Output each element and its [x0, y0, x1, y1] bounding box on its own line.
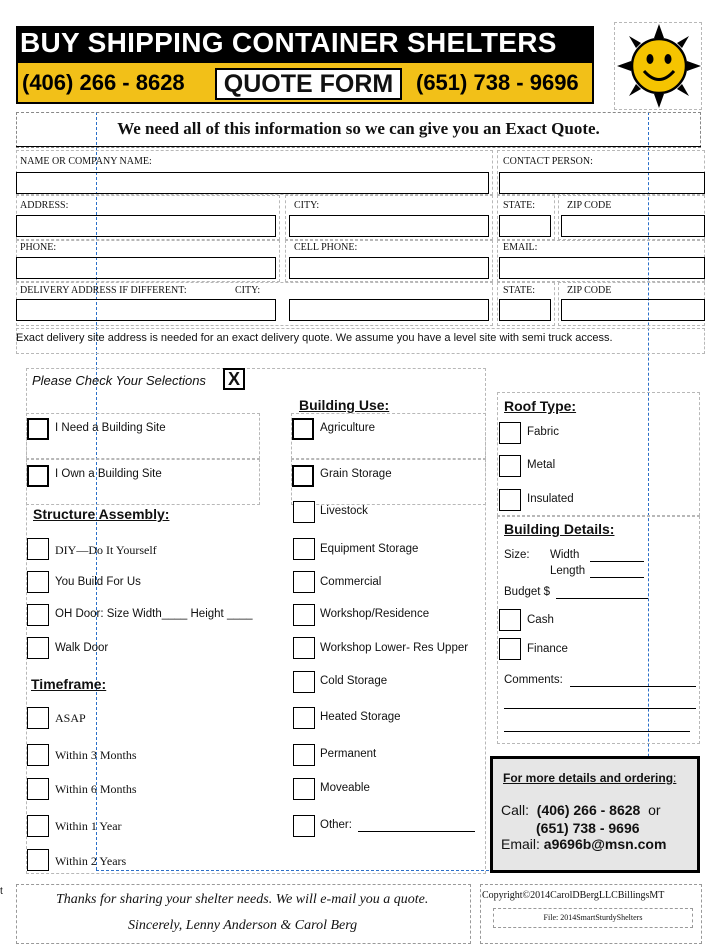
city-field[interactable] — [289, 215, 489, 237]
comments-line[interactable] — [504, 731, 690, 732]
building-use-heading: Building Use: — [299, 397, 390, 413]
commercial-checkbox[interactable] — [293, 571, 315, 593]
need-site-label: I Need a Building Site — [55, 422, 166, 434]
delivery-address-field[interactable] — [16, 299, 276, 321]
moveable-label: Moveable — [320, 782, 370, 794]
heated-storage-checkbox[interactable] — [293, 707, 315, 729]
livestock-checkbox[interactable] — [293, 501, 315, 523]
heated-storage-label: Heated Storage — [320, 711, 401, 723]
call-line-2: (651) 738 - 9696 — [536, 820, 640, 836]
livestock-label: Livestock — [320, 505, 368, 517]
walk-door-checkbox[interactable] — [27, 637, 49, 659]
structure-assembly-heading: Structure Assembly: — [33, 506, 170, 522]
fabric-label: Fabric — [527, 426, 559, 438]
margin-mark: t — [0, 886, 3, 897]
workshop-residence-label: Workshop/Residence — [320, 608, 430, 620]
call-line: Call: (406) 266 - 8628 or — [501, 802, 661, 818]
within-2-years-label: Within 2 Years — [55, 854, 127, 868]
grain-storage-label: Grain Storage — [320, 468, 392, 480]
name-field[interactable] — [16, 172, 489, 194]
permanent-label: Permanent — [320, 748, 377, 760]
agriculture-checkbox[interactable] — [292, 418, 314, 440]
cell-frame — [26, 459, 260, 505]
grain-storage-checkbox[interactable] — [292, 465, 314, 487]
width-input-line[interactable] — [590, 561, 644, 562]
metal-label: Metal — [527, 459, 556, 471]
contact-person-field[interactable] — [499, 172, 705, 194]
signature-line: Sincerely, Lenny Anderson & Carol Berg — [128, 918, 358, 933]
state-label: STATE: — [503, 200, 535, 211]
insulated-label: Insulated — [527, 493, 574, 505]
within-3-months-checkbox[interactable] — [27, 744, 49, 766]
length-label: Length — [550, 565, 586, 577]
moveable-checkbox[interactable] — [293, 778, 315, 800]
cell-frame — [26, 413, 260, 459]
finance-label: Finance — [527, 643, 568, 655]
other-input-line[interactable] — [358, 831, 475, 832]
name-label: NAME OR COMPANY NAME: — [20, 156, 152, 167]
comments-line[interactable] — [504, 708, 696, 709]
delivery-note: Exact delivery site address is needed for an exact delivery quote. We assume you have a level site with semi truck access. — [16, 332, 613, 344]
email-label: EMAIL: — [503, 242, 538, 253]
info-banner: We need all of this information so we can give you an Exact Quote. — [16, 112, 701, 148]
cell-phone-field[interactable] — [289, 257, 489, 279]
you-build-label: You Build For Us — [55, 576, 141, 588]
phone-label: PHONE: — [20, 242, 57, 253]
cell-phone-label: CELL PHONE: — [294, 242, 358, 253]
oh-door-checkbox[interactable] — [27, 604, 49, 626]
within-6-months-label: Within 6 Months — [55, 782, 137, 796]
copyright-text: Copyright©2014CarolDBergLLCBillingsMT — [482, 890, 665, 901]
within-2-years-checkbox[interactable] — [27, 849, 49, 871]
quote-form-label: QUOTE FORM — [215, 68, 402, 100]
zip-field[interactable] — [561, 215, 705, 237]
ordering-title: For more details and ordering: — [503, 771, 677, 785]
own-site-label: I Own a Building Site — [55, 468, 162, 480]
comments-label: Comments: — [504, 674, 563, 686]
timeframe-heading: Timeframe: — [31, 676, 107, 692]
email-line: Email: a9696b@msn.com — [501, 836, 667, 852]
address-label: ADDRESS: — [20, 200, 69, 211]
delivery-city-label: CITY: — [235, 285, 261, 296]
delivery-city-field[interactable] — [289, 299, 489, 321]
workshop-lower-label: Workshop Lower- Res Upper — [320, 642, 469, 654]
agriculture-label: Agriculture — [320, 422, 375, 434]
delivery-zip-label: ZIP CODE — [567, 285, 612, 296]
commercial-label: Commercial — [320, 576, 382, 588]
cash-checkbox[interactable] — [499, 609, 521, 631]
email-field[interactable] — [499, 257, 705, 279]
asap-checkbox[interactable] — [27, 707, 49, 729]
file-name: File: 2014SmartSturdyShelters — [493, 908, 693, 928]
other-label: Other: — [320, 819, 352, 831]
header-phone-right: (651) 738 - 9696 — [416, 70, 579, 95]
cell-frame — [291, 459, 486, 505]
phone-field[interactable] — [16, 257, 276, 279]
finance-checkbox[interactable] — [499, 638, 521, 660]
within-1-year-label: Within 1 Year — [55, 819, 122, 833]
own-site-checkbox[interactable] — [27, 465, 49, 487]
cash-label: Cash — [527, 614, 554, 626]
walk-door-label: Walk Door — [55, 642, 109, 654]
length-input-line[interactable] — [590, 577, 644, 578]
divider — [16, 146, 701, 147]
roof-type-heading: Roof Type: — [504, 398, 577, 414]
building-details-heading: Building Details: — [504, 521, 615, 537]
budget-label: Budget $ — [504, 586, 551, 598]
workshop-residence-checkbox[interactable] — [293, 604, 315, 626]
comments-line[interactable] — [570, 686, 696, 687]
cold-storage-label: Cold Storage — [320, 675, 388, 687]
insulated-checkbox[interactable] — [499, 489, 521, 511]
header-phone-left: (406) 266 - 8628 — [22, 70, 185, 95]
zip-label: ZIP CODE — [567, 200, 612, 211]
asap-label: ASAP — [55, 711, 86, 725]
cold-storage-checkbox[interactable] — [293, 671, 315, 693]
delivery-state-field[interactable] — [499, 299, 551, 321]
diy-checkbox[interactable] — [27, 538, 49, 560]
workshop-lower-checkbox[interactable] — [293, 637, 315, 659]
within-1-year-checkbox[interactable] — [27, 815, 49, 837]
equipment-storage-label: Equipment Storage — [320, 543, 419, 555]
delivery-state-label: STATE: — [503, 285, 535, 296]
metal-checkbox[interactable] — [499, 455, 521, 477]
delivery-zip-field[interactable] — [561, 299, 705, 321]
page-title: BUY SHIPPING CONTAINER SHELTERS — [20, 27, 557, 58]
city-label: CITY: — [294, 200, 320, 211]
oh-door-label: OH Door: Size Width____ Height ____ — [55, 608, 253, 620]
within-6-months-checkbox[interactable] — [27, 778, 49, 800]
within-3-months-label: Within 3 Months — [55, 748, 137, 762]
thanks-line: Thanks for sharing your shelter needs. We will e-mail you a quote. — [56, 892, 429, 907]
check-selections-label: Please Check Your Selections — [32, 373, 206, 388]
check-mark-example: X — [223, 368, 245, 390]
need-site-checkbox[interactable] — [27, 418, 49, 440]
budget-input-line[interactable] — [556, 598, 648, 599]
equipment-storage-checkbox[interactable] — [293, 538, 315, 560]
delivery-address-label: DELIVERY ADDRESS IF DIFFERENT: — [20, 285, 187, 296]
fabric-checkbox[interactable] — [499, 422, 521, 444]
you-build-checkbox[interactable] — [27, 571, 49, 593]
diy-label: DIY—Do It Yourself — [55, 543, 157, 557]
width-label: Width — [550, 549, 580, 561]
other-checkbox[interactable] — [293, 815, 315, 837]
sun-smiley-icon — [617, 24, 701, 108]
cell-frame — [291, 413, 486, 459]
state-field[interactable] — [499, 215, 551, 237]
contact-person-label: CONTACT PERSON: — [503, 156, 593, 167]
address-field[interactable] — [16, 215, 276, 237]
size-label: Size: — [504, 549, 530, 561]
permanent-checkbox[interactable] — [293, 744, 315, 766]
